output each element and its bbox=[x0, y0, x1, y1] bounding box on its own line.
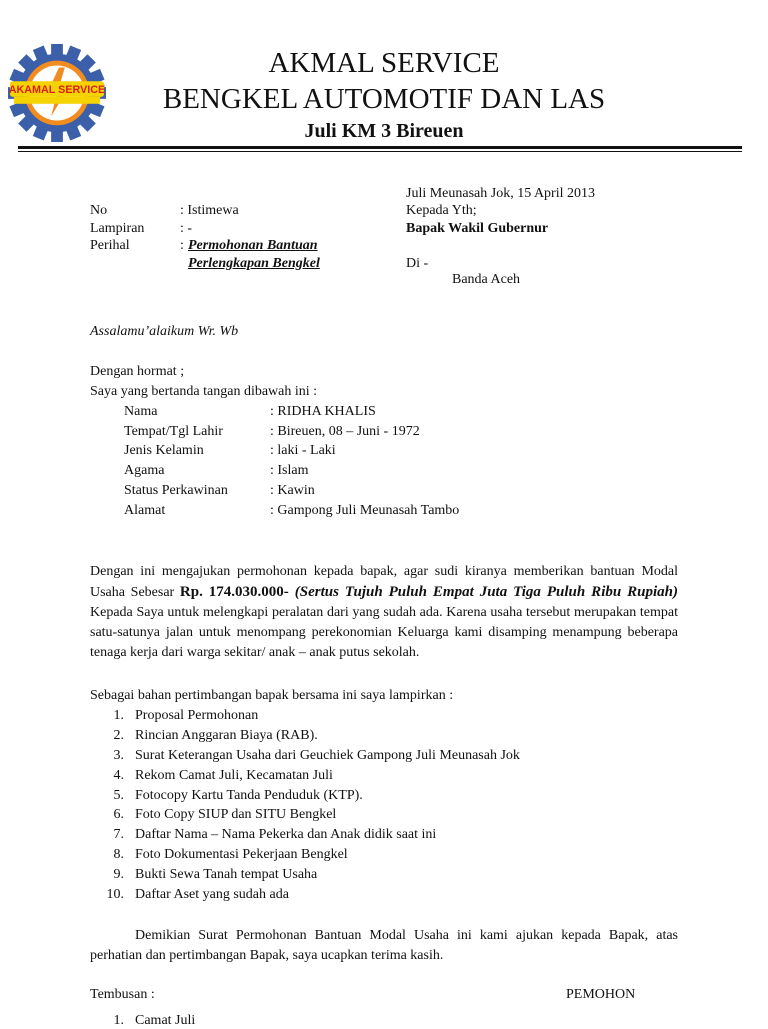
no-value: : Istimewa bbox=[180, 203, 239, 218]
greeting: Assalamu’alaikum Wr. Wb bbox=[90, 324, 239, 339]
identity-label: Agama bbox=[124, 463, 165, 478]
request-text-start: Dengan ini mengajukan permohonan kepada bapak, agar sudi kiranya memberikan bantuan Modal Usaha Sebesar bbox=[90, 564, 678, 600]
request-amount: Rp. 174.030.000- bbox=[179, 584, 289, 600]
letterhead-divider-thick bbox=[18, 146, 742, 149]
list-item: Bukti Sewa Tanah tempat Usaha bbox=[135, 867, 318, 882]
request-amount-words: (Sertus Tujuh Puluh Empat Juta Tiga Puluh Ribu Rupiah) bbox=[288, 584, 678, 600]
tembusan-item: Camat Juli bbox=[135, 1013, 196, 1028]
identity-value: : Bireuen, 08 – Juni - 1972 bbox=[270, 424, 420, 439]
lampiran-value: : - bbox=[180, 221, 193, 236]
identity-label: Status Perkawinan bbox=[124, 483, 228, 498]
list-item: Daftar Aset yang sudah ada bbox=[135, 887, 289, 902]
list-number: 5. bbox=[113, 788, 124, 803]
intro: Saya yang bertanda tangan dibawah ini : bbox=[90, 384, 318, 399]
list-item: Foto Copy SIUP dan SITU Bengkel bbox=[135, 807, 337, 822]
perihal-line-1: Permohonan Bantuan bbox=[188, 238, 318, 253]
recipient-kepada: Kepada Yth; bbox=[406, 203, 477, 218]
identity-label: Tempat/Tgl Lahir bbox=[124, 424, 223, 439]
place-date: Juli Meunasah Jok, 15 April 2013 bbox=[406, 186, 595, 201]
company-address: Juli KM 3 Bireuen bbox=[304, 120, 464, 142]
identity-value: : Islam bbox=[270, 463, 309, 478]
identity-label: Alamat bbox=[124, 503, 166, 518]
recipient-name: Bapak Wakil Gubernur bbox=[406, 221, 549, 236]
list-number: 7. bbox=[113, 827, 124, 842]
list-item: Rincian Anggaran Biaya (RAB). bbox=[135, 728, 318, 743]
tembusan-label: Tembusan : bbox=[90, 987, 155, 1002]
list-number: 2. bbox=[113, 728, 124, 743]
perihal-colon: : bbox=[180, 238, 184, 253]
identity-value: : RIDHA KHALIS bbox=[270, 404, 376, 419]
opening: Dengan hormat ; bbox=[90, 364, 185, 379]
identity-label: Nama bbox=[124, 404, 158, 419]
identity-value: : Kawin bbox=[270, 483, 315, 498]
closing-paragraph: Demikian Surat Permohonan Bantuan Modal Usaha ini kami ajukan kepada Bapak, atas perhatian dan pertimbangan Bapak, saya ucapkan terima kasih. bbox=[90, 928, 678, 963]
company-subtitle: BENGKEL AUTOMOTIF DAN LAS bbox=[162, 83, 606, 115]
recipient-city: Banda Aceh bbox=[452, 272, 521, 287]
list-number: 6. bbox=[113, 807, 124, 822]
request-text-end: Kepada Saya untuk melengkapi peralatan dari yang sudah ada. Karena usaha tersebut merupakan tempat satu-satunya jalan untuk menompang perekonomian Keluarga kami disamping menampung beberapa tenaga kerja dari warga sekitar/ anak – anak putus sekolah. bbox=[90, 605, 678, 660]
list-item: Proposal Permohonan bbox=[135, 708, 259, 723]
identity-label: Jenis Kelamin bbox=[124, 443, 204, 458]
identity-value: : laki - Laki bbox=[270, 443, 336, 458]
list-item: Foto Dokumentasi Pekerjaan Bengkel bbox=[135, 847, 348, 862]
identity-value: : Gampong Juli Meunasah Tambo bbox=[270, 503, 460, 518]
list-number: 1. bbox=[113, 708, 124, 723]
attachments-intro: Sebagai bahan pertimbangan bapak bersama ini saya lampirkan : bbox=[90, 688, 454, 703]
perihal-line-2: Perlengkapan Bengkel bbox=[188, 256, 320, 271]
letterhead-divider-thin bbox=[18, 151, 742, 152]
tembusan-number: 1. bbox=[113, 1013, 124, 1028]
list-item: Fotocopy Kartu Tanda Penduduk (KTP). bbox=[135, 788, 363, 803]
list-item: Surat Keterangan Usaha dari Geuchiek Gampong Juli Meunasah Jok bbox=[135, 748, 520, 763]
recipient-di: Di - bbox=[406, 256, 429, 271]
pemohon-label: PEMOHON bbox=[566, 987, 636, 1002]
no-label: No bbox=[90, 203, 108, 218]
list-number: 8. bbox=[113, 847, 124, 862]
list-number: 9. bbox=[113, 867, 124, 882]
list-number: 4. bbox=[113, 768, 124, 783]
list-item: Rekom Camat Juli, Kecamatan Juli bbox=[135, 768, 333, 783]
lampiran-label: Lampiran bbox=[90, 221, 145, 236]
logo-text: AKAMAL SERVICE bbox=[8, 84, 106, 96]
perihal-label: Perihal bbox=[90, 238, 130, 253]
list-number: 3. bbox=[113, 748, 124, 763]
request-paragraph bbox=[90, 562, 678, 663]
list-number: 10. bbox=[106, 887, 124, 902]
company-name: AKMAL SERVICE bbox=[268, 47, 500, 79]
list-item: Daftar Nama – Nama Pekerka dan Anak didik saat ini bbox=[135, 827, 437, 842]
